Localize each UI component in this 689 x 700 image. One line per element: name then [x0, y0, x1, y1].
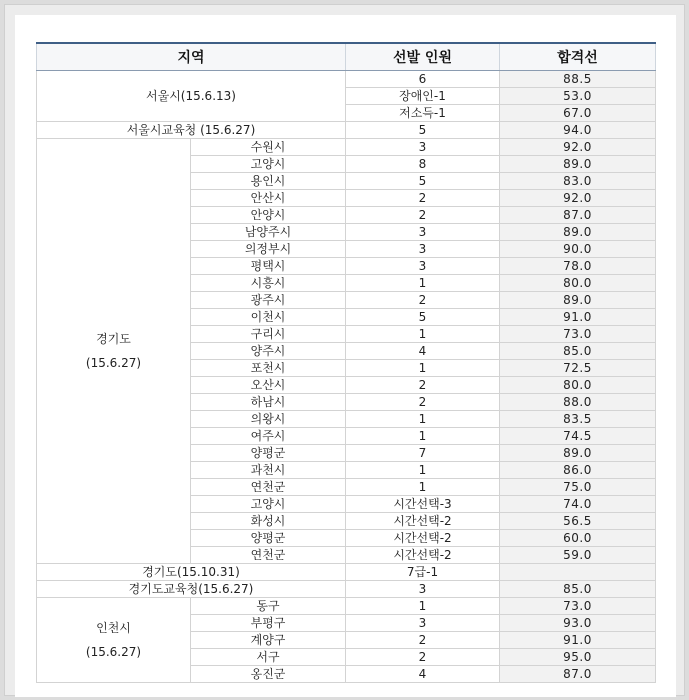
score-cell: 89.0 [500, 224, 656, 241]
count-cell: 시간선택-2 [346, 513, 500, 530]
score-cell: 67.0 [500, 105, 656, 122]
score-cell: 88.0 [500, 394, 656, 411]
count-cell: 시간선택-2 [346, 530, 500, 547]
count-cell: 5 [346, 122, 500, 139]
score-cell: 85.0 [500, 343, 656, 360]
city-cell: 서구 [191, 649, 346, 666]
count-cell: 3 [346, 224, 500, 241]
city-cell: 광주시 [191, 292, 346, 309]
count-cell: 1 [346, 275, 500, 292]
city-cell: 포천시 [191, 360, 346, 377]
city-cell: 과천시 [191, 462, 346, 479]
region-label-line1: 경기도 [96, 332, 131, 346]
score-cell: 73.0 [500, 598, 656, 615]
outer-frame [4, 4, 685, 696]
score-cell: 73.0 [500, 326, 656, 343]
table-row [37, 71, 656, 88]
region-gyeonggi-oct: 경기도(15.10.31) [37, 564, 346, 581]
table-row [37, 564, 656, 581]
count-cell: 6 [346, 71, 500, 88]
city-cell: 의정부시 [191, 241, 346, 258]
city-cell: 하남시 [191, 394, 346, 411]
score-cell: 74.0 [500, 496, 656, 513]
city-cell: 화성시 [191, 513, 346, 530]
score-cell: 87.0 [500, 666, 656, 683]
score-cell: 88.5 [500, 71, 656, 88]
count-cell: 1 [346, 479, 500, 496]
region-gyeonggi [37, 139, 191, 564]
city-cell: 안산시 [191, 190, 346, 207]
score-cell: 80.0 [500, 275, 656, 292]
header-row [37, 43, 656, 71]
header-cutoff: 합격선 [500, 43, 656, 71]
count-cell: 1 [346, 411, 500, 428]
score-cell [500, 564, 656, 581]
count-cell: 7급-1 [346, 564, 500, 581]
score-cell: 53.0 [500, 88, 656, 105]
score-cell: 75.0 [500, 479, 656, 496]
city-cell: 연천군 [191, 547, 346, 564]
score-cell: 89.0 [500, 292, 656, 309]
header-region: 지역 [37, 43, 346, 71]
score-cell: 89.0 [500, 156, 656, 173]
city-cell: 용인시 [191, 173, 346, 190]
city-cell: 계양구 [191, 632, 346, 649]
count-cell: 7 [346, 445, 500, 462]
count-cell: 3 [346, 581, 500, 598]
region-label-line2: (15.6.27) [85, 356, 142, 370]
region-seoul-edu: 서울시교육청 (15.6.27) [37, 122, 346, 139]
score-cell: 59.0 [500, 547, 656, 564]
city-cell: 여주시 [191, 428, 346, 445]
score-cell: 89.0 [500, 445, 656, 462]
count-cell: 1 [346, 326, 500, 343]
region-label-line2: (15.6.27) [85, 645, 142, 659]
city-cell: 이천시 [191, 309, 346, 326]
city-cell: 고양시 [191, 156, 346, 173]
count-cell: 1 [346, 462, 500, 479]
score-cell: 91.0 [500, 309, 656, 326]
score-cell: 94.0 [500, 122, 656, 139]
city-cell: 구리시 [191, 326, 346, 343]
count-cell: 장애인-1 [346, 88, 500, 105]
count-cell: 2 [346, 377, 500, 394]
count-cell: 5 [346, 309, 500, 326]
score-cell: 56.5 [500, 513, 656, 530]
region-seoul: 서울시(15.6.13) [37, 71, 346, 122]
count-cell: 3 [346, 615, 500, 632]
city-cell: 평택시 [191, 258, 346, 275]
city-cell: 수원시 [191, 139, 346, 156]
score-cell: 92.0 [500, 139, 656, 156]
city-cell: 남양주시 [191, 224, 346, 241]
count-cell: 3 [346, 258, 500, 275]
count-cell: 시간선택-3 [346, 496, 500, 513]
table-row [37, 139, 656, 156]
city-cell: 고양시 [191, 496, 346, 513]
count-cell: 시간선택-2 [346, 547, 500, 564]
city-cell: 의왕시 [191, 411, 346, 428]
count-cell: 3 [346, 139, 500, 156]
city-cell: 옹진군 [191, 666, 346, 683]
count-cell: 2 [346, 292, 500, 309]
city-cell: 부평구 [191, 615, 346, 632]
region-label-line1: 인천시 [96, 621, 131, 635]
count-cell: 1 [346, 598, 500, 615]
score-cell: 91.0 [500, 632, 656, 649]
count-cell: 5 [346, 173, 500, 190]
score-cell: 85.0 [500, 581, 656, 598]
city-cell: 동구 [191, 598, 346, 615]
cutoff-score-table [36, 42, 656, 683]
score-cell: 86.0 [500, 462, 656, 479]
city-cell: 오산시 [191, 377, 346, 394]
count-cell: 1 [346, 360, 500, 377]
table-row [37, 581, 656, 598]
count-cell: 3 [346, 241, 500, 258]
count-cell: 2 [346, 394, 500, 411]
city-cell: 양평군 [191, 530, 346, 547]
score-cell: 78.0 [500, 258, 656, 275]
count-cell: 2 [346, 649, 500, 666]
city-cell: 양주시 [191, 343, 346, 360]
count-cell: 8 [346, 156, 500, 173]
score-cell: 72.5 [500, 360, 656, 377]
region-incheon [37, 598, 191, 683]
count-cell: 4 [346, 343, 500, 360]
table-row [37, 598, 656, 615]
count-cell: 저소득-1 [346, 105, 500, 122]
count-cell: 4 [346, 666, 500, 683]
count-cell: 2 [346, 190, 500, 207]
document-page [15, 15, 676, 697]
city-cell: 시흥시 [191, 275, 346, 292]
score-cell: 87.0 [500, 207, 656, 224]
table-row [37, 122, 656, 139]
score-cell: 90.0 [500, 241, 656, 258]
city-cell: 연천군 [191, 479, 346, 496]
city-cell: 양평군 [191, 445, 346, 462]
count-cell: 1 [346, 428, 500, 445]
city-cell: 안양시 [191, 207, 346, 224]
score-cell: 93.0 [500, 615, 656, 632]
header-count: 선발 인원 [346, 43, 500, 71]
score-cell: 60.0 [500, 530, 656, 547]
score-cell: 95.0 [500, 649, 656, 666]
score-cell: 92.0 [500, 190, 656, 207]
score-cell: 80.0 [500, 377, 656, 394]
score-cell: 83.0 [500, 173, 656, 190]
region-gyeonggi-edu: 경기도교육청(15.6.27) [37, 581, 346, 598]
score-cell: 83.5 [500, 411, 656, 428]
count-cell: 2 [346, 207, 500, 224]
count-cell: 2 [346, 632, 500, 649]
score-cell: 74.5 [500, 428, 656, 445]
